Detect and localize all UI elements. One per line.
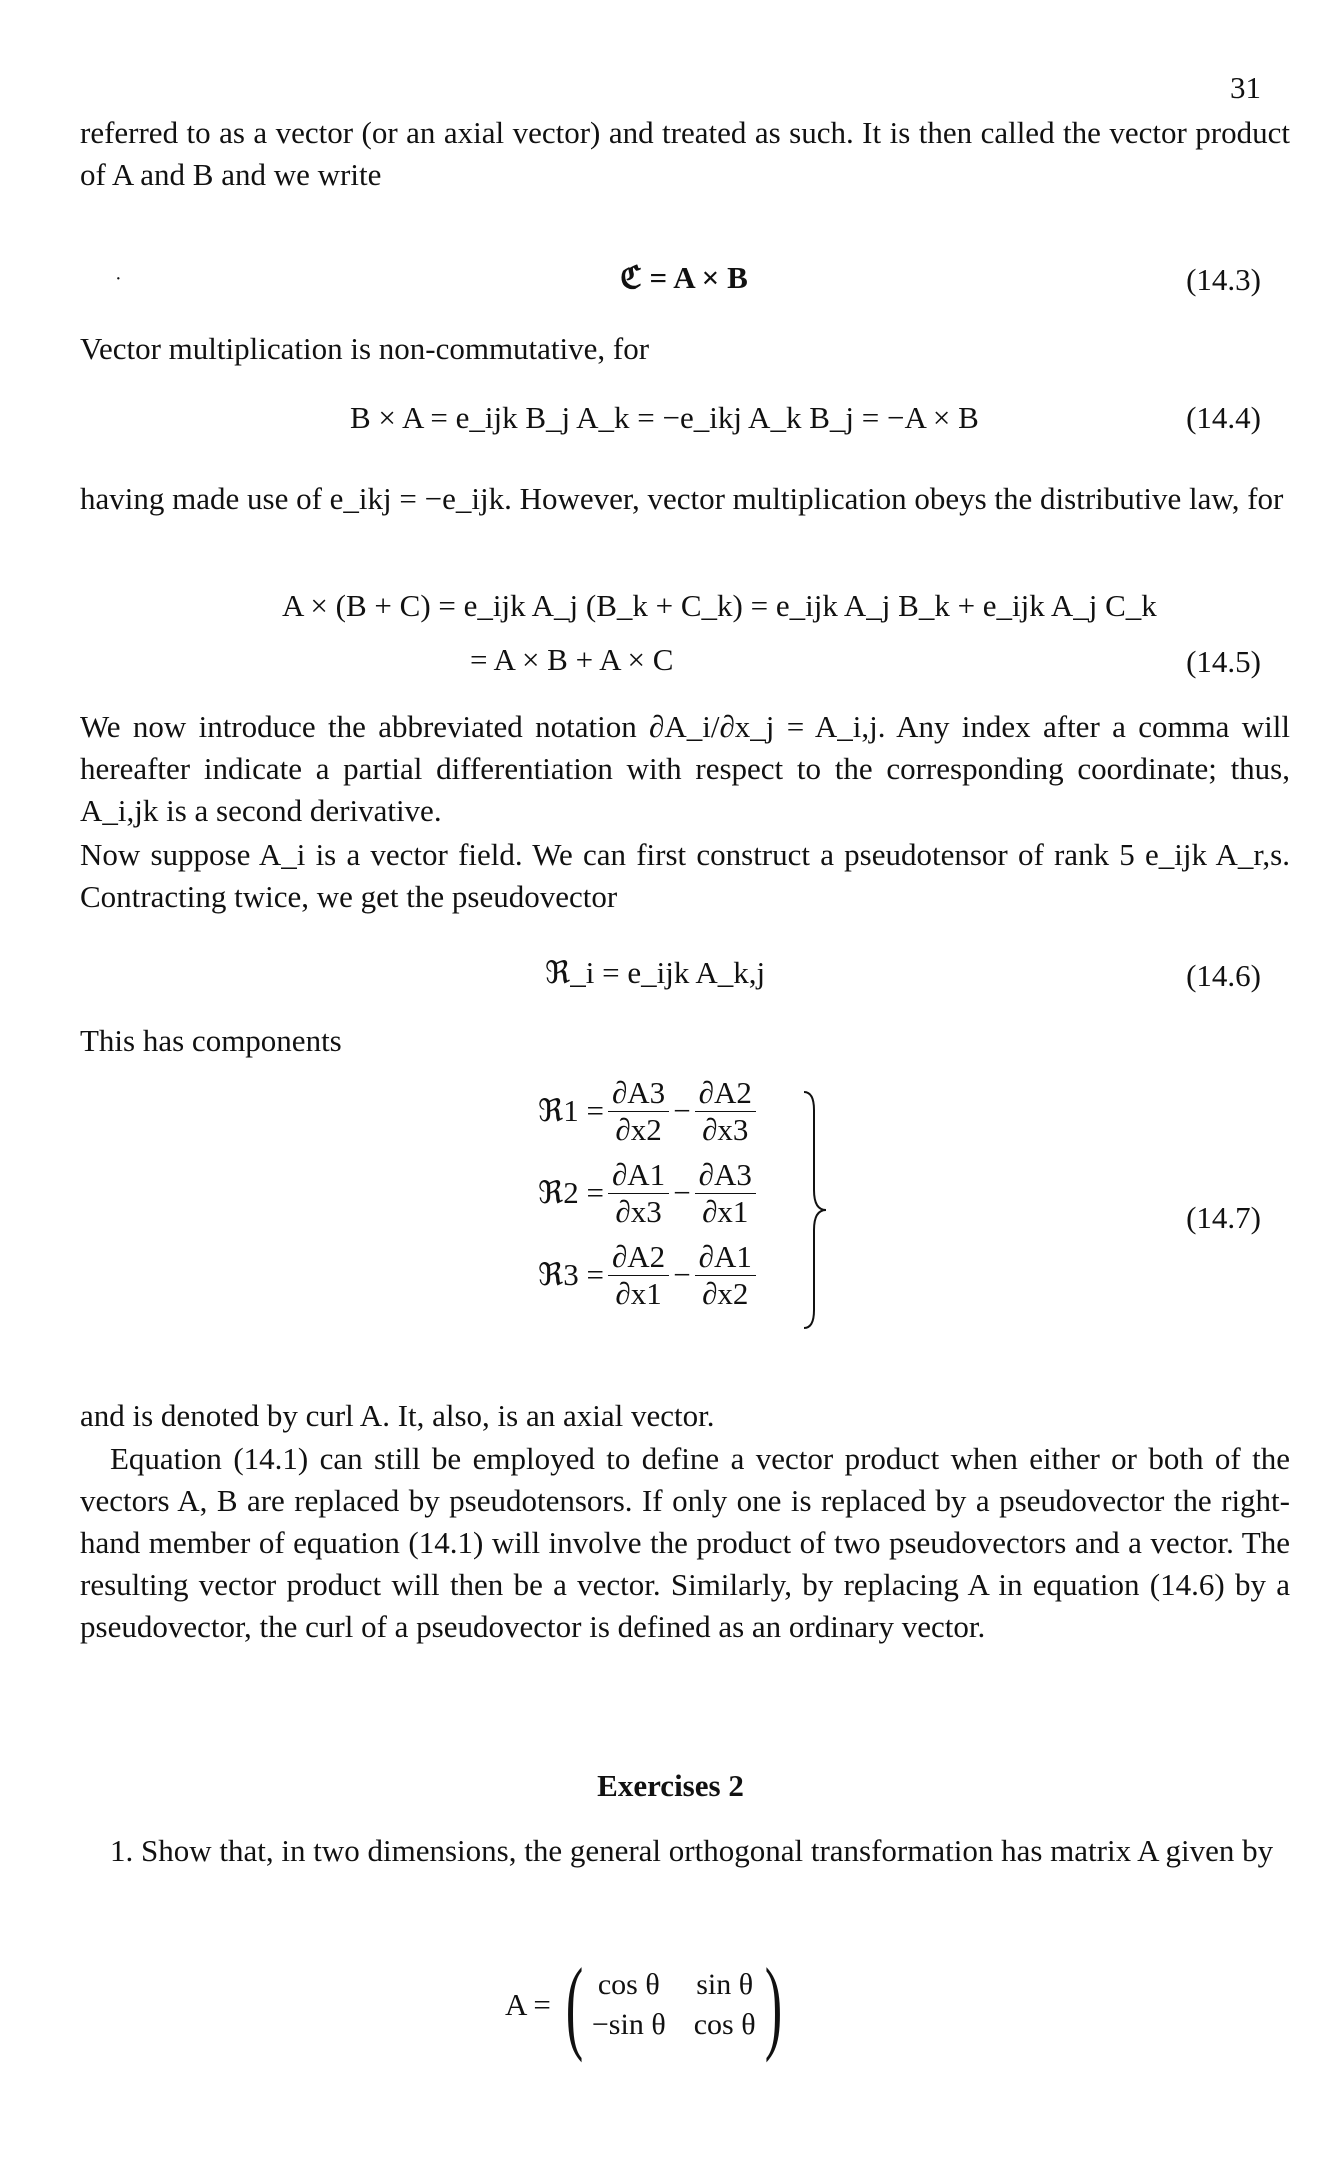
equation-14-4: B × A = e_ijk B_j A_k = −e_ikj A_k B_j = −A × B: [350, 400, 979, 435]
equation-14-6: ℜ_i = e_ijk A_k,j: [545, 955, 766, 990]
equation-14-5-line1: A × (B + C) = e_ijk A_j (B_k + C_k) = e_ijk A_j B_k + e_ijk A_j C_k: [282, 588, 1157, 623]
matrix-equation: [505, 1946, 791, 2063]
equation-14-7-row-1: ℜ1 = $\frac{\partial A3}{\partial x2}$ − $\frac{\partial A2}{\partial x3}$: [538, 1070, 760, 1152]
stray-dot: ·: [115, 268, 122, 290]
equation-number-14-7: (14.7): [1186, 1200, 1261, 1235]
right-paren-icon: ): [764, 1946, 782, 2063]
equation-14-5-line2: = A × B + A × C: [470, 642, 674, 677]
matrix-cell: sin θ: [696, 1967, 754, 2001]
paragraph-4: We now introduce the abbreviated notation ∂A_i/∂x_j = A_i,j. Any index after a comma will hereafter indicate a partial differentiation with respect to the corresponding coordinate; thus, A_i,jk is a second derivative.: [80, 709, 1290, 828]
right-brace-icon: [800, 1090, 830, 1330]
matrix-cell: cos θ: [597, 1967, 660, 2001]
matrix-cell: cos θ: [693, 2007, 756, 2041]
equation-14-3: ℭ = A × B: [620, 260, 748, 295]
paragraph-1: referred to as a vector (or an axial vector) and treated as such. It is then called the vector product of A and B and we write: [80, 115, 1290, 192]
equation-14-7: [538, 1070, 760, 1316]
equation-14-7-row-2: ℜ2 = $\frac{\partial A1}{\partial x3}$ − $\frac{\partial A3}{\partial x1}$: [538, 1152, 760, 1234]
equation-14-7-row-3: ℜ3 = $\frac{\partial A2}{\partial x1}$ − $\frac{\partial A1}{\partial x2}$: [538, 1234, 760, 1316]
matrix-lhs: A =: [505, 1986, 551, 2022]
equation-number-14-4: (14.4): [1186, 400, 1261, 435]
left-paren-icon: (: [565, 1946, 584, 2063]
paragraph-2: Vector multiplication is non-commutative, for: [80, 331, 650, 366]
equation-number-14-3: (14.3): [1186, 262, 1261, 297]
matrix-grid: [592, 1968, 756, 2042]
paragraph-3: having made use of e_ikj = −e_ijk. However, vector multiplication obeys the distributive law, for: [80, 481, 1284, 516]
equation-number-14-5: (14.5): [1186, 644, 1261, 679]
exercise-1: 1. Show that, in two dimensions, the general orthogonal transformation has matrix A given by: [110, 1833, 1274, 1868]
exercises-heading: Exercises 2: [597, 1768, 744, 1803]
paragraph-8: Equation (14.1) can still be employed to define a vector product when either or both of the vectors A, B are replaced by pseudotensors. If only one is replaced by a pseudovector the right-hand member of equation (14.1) will involve the product of two pseudovectors and a vector. The resulting vector product will then be a vector. Similarly, by replacing A in equation (14.6) by a pseudovector, the curl of a pseudovector is defined as an ordinary vector.: [80, 1441, 1290, 1644]
equation-number-14-6: (14.6): [1186, 958, 1261, 993]
paragraph-7: and is denoted by curl A. It, also, is an axial vector.: [80, 1398, 715, 1433]
paragraph-5: Now suppose A_i is a vector field. We can first construct a pseudotensor of rank 5 e_ijk A_r,s. Contracting twice, we get the pseudovector: [80, 837, 1290, 914]
page-number: 31: [1230, 70, 1261, 105]
matrix-cell: −sin θ: [591, 2007, 666, 2041]
paragraph-6: This has components: [80, 1023, 342, 1058]
